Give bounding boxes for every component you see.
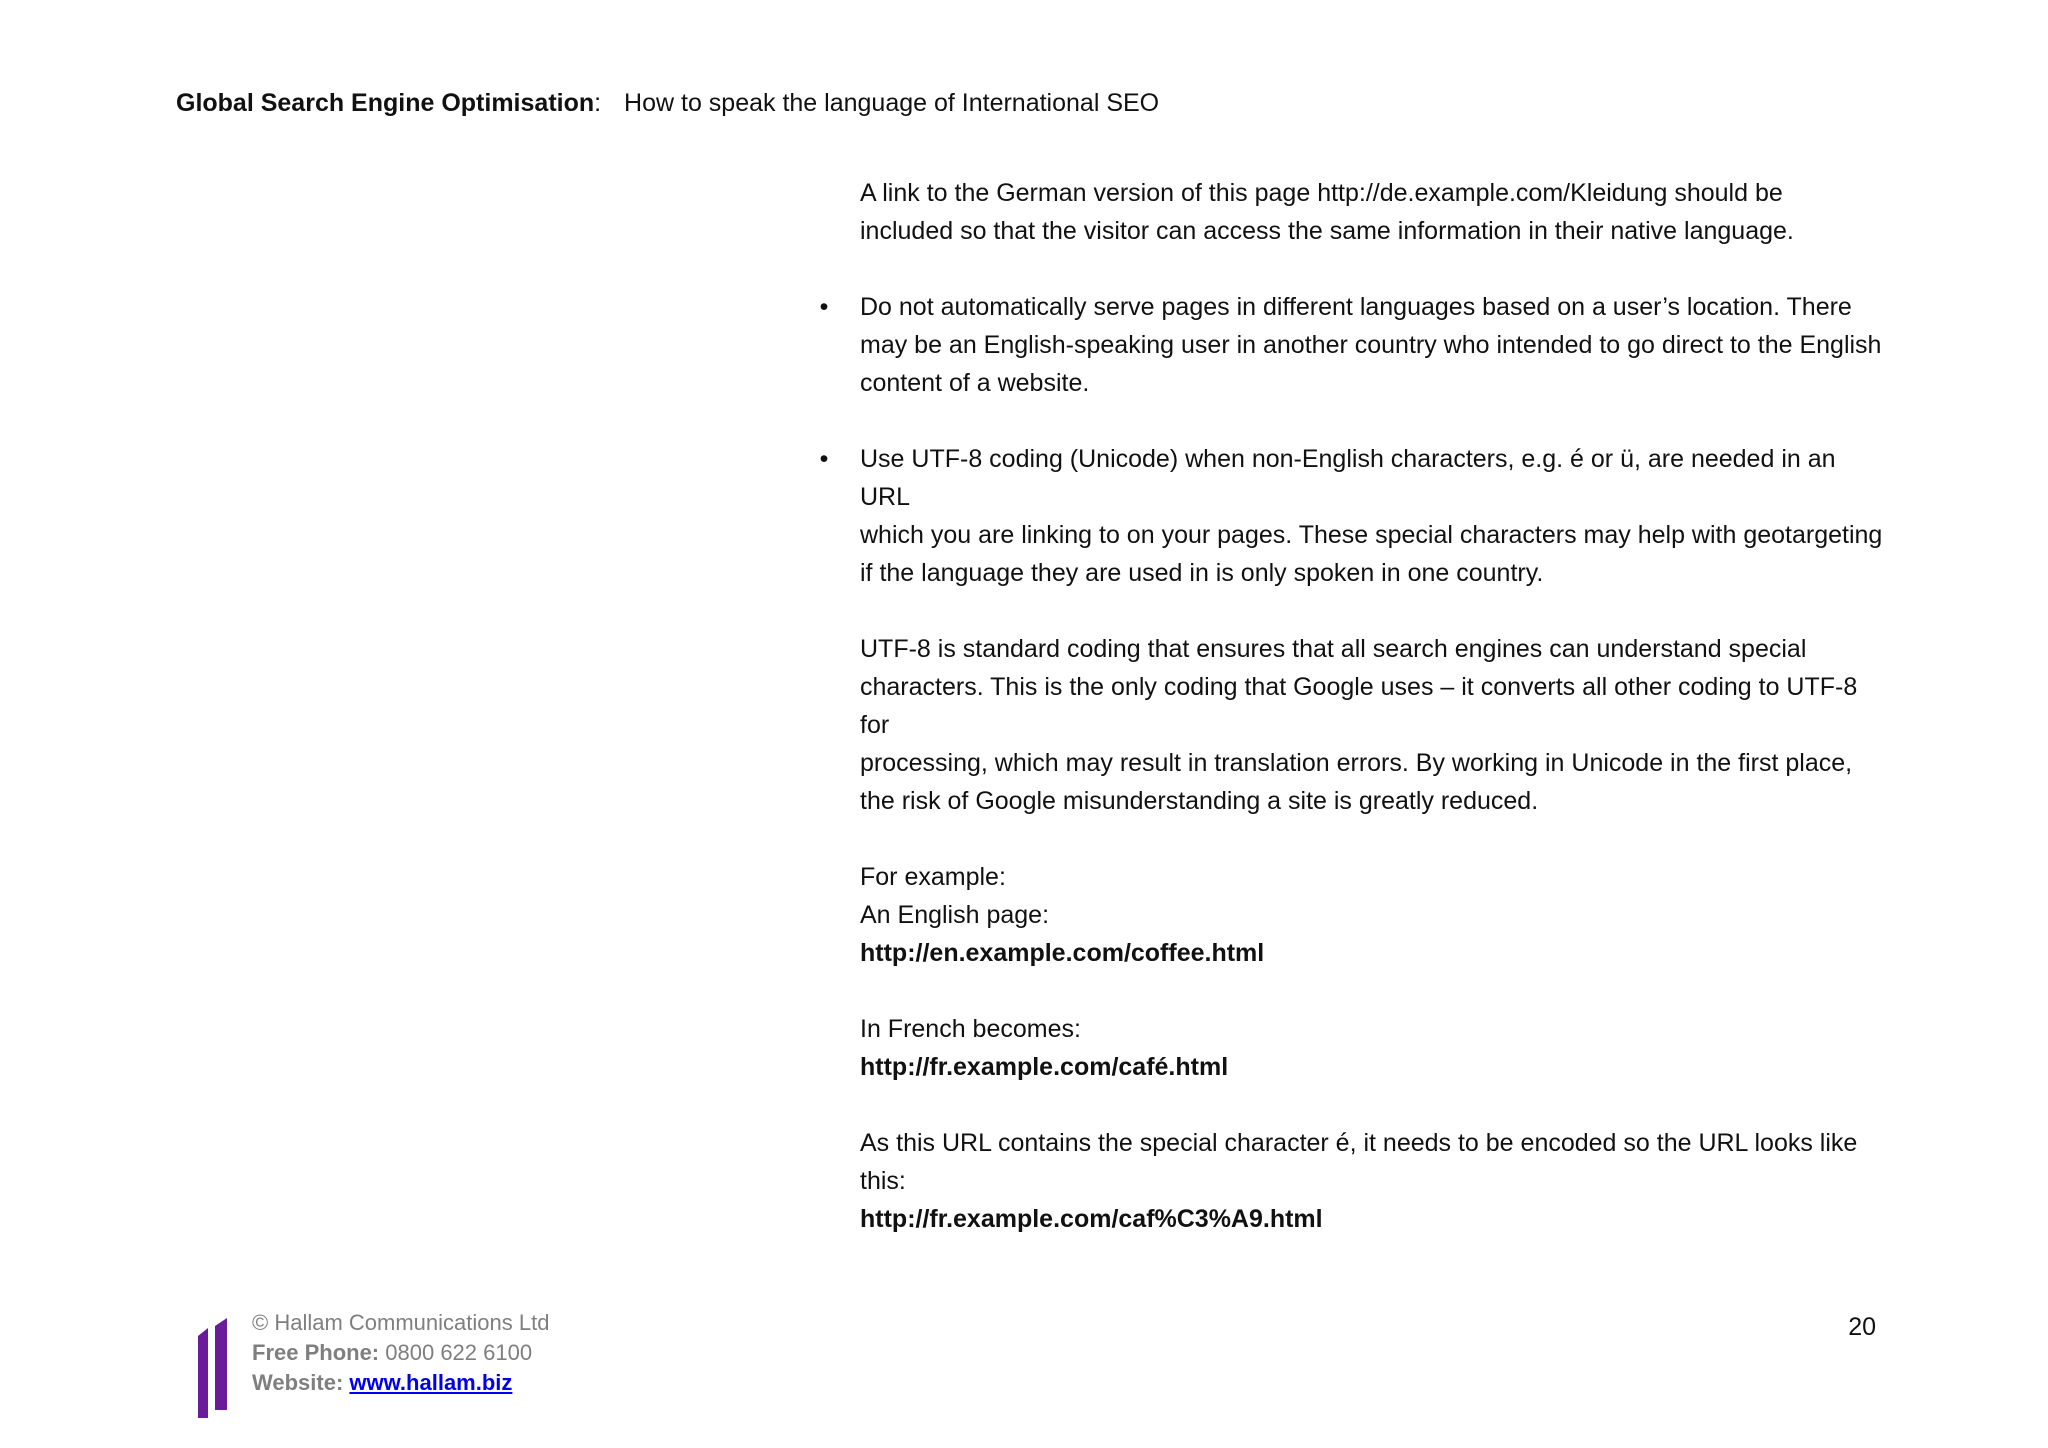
intro-paragraph xyxy=(860,174,1890,250)
footer-contact xyxy=(252,1308,549,1398)
main-content xyxy=(819,174,1890,1238)
document-title: Global Search Engine Optimisation xyxy=(176,89,595,117)
bullet-line: which you are linking to on your pages. These special characters may help with geotargeting xyxy=(860,521,1883,549)
utf8-line: the risk of Google misunderstanding a site is greatly reduced. xyxy=(860,787,1539,815)
logo-bar-right xyxy=(215,1318,227,1410)
bullet-line: Use UTF-8 coding (Unicode) when non-English characters, e.g. é or ü, are needed in an URL xyxy=(860,445,1836,511)
bullet-line: Do not automatically serve pages in different languages based on a user’s location. There xyxy=(860,293,1852,321)
bullet-item-auto-serve xyxy=(819,288,1890,402)
utf8-line: processing, which may result in translation errors. By working in Unicode in the first place, xyxy=(860,749,1853,777)
bullet-icon: • xyxy=(819,293,829,321)
copyright-text: © Hallam Communications Ltd xyxy=(252,1310,550,1335)
utf8-line: characters. This is the only coding that Google uses – it converts all other coding to UTF-8 for xyxy=(860,673,1858,739)
bullet-line: if the language they are used in is only spoken in one country. xyxy=(860,559,1544,587)
encoded-url: http://fr.example.com/caf%C3%A9.html xyxy=(860,1205,1323,1233)
logo-bar-left xyxy=(198,1328,208,1418)
utf8-paragraph xyxy=(860,630,1890,820)
header-separator: : xyxy=(594,89,602,117)
french-url: http://fr.example.com/café.html xyxy=(860,1053,1229,1081)
intro-line: A link to the German version of this page http://de.example.com/Kleidung should be xyxy=(860,179,1783,207)
encoded-explanation: As this URL contains the special character é, it needs to be encoded so the URL looks like this: xyxy=(860,1129,1858,1195)
website-line xyxy=(252,1368,549,1398)
bullet-line: may be an English-speaking user in another country who intended to go direct to the English xyxy=(860,331,1882,359)
phone-label: Free Phone: xyxy=(252,1340,380,1365)
english-url: http://en.example.com/coffee.html xyxy=(860,939,1265,967)
bullet-icon: • xyxy=(819,445,829,473)
utf8-line: UTF-8 is standard coding that ensures that all search engines can understand special xyxy=(860,635,1807,663)
intro-line: included so that the visitor can access the same information in their native language. xyxy=(860,217,1794,245)
example-label: For example: xyxy=(860,863,1006,891)
website-link[interactable]: www.hallam.biz xyxy=(349,1370,513,1395)
page-footer xyxy=(196,1308,1096,1418)
phone-value: 0800 622 6100 xyxy=(385,1340,533,1365)
hallam-logo-icon xyxy=(196,1318,230,1418)
phone-line xyxy=(252,1338,549,1368)
bullet-line: content of a website. xyxy=(860,369,1090,397)
document-subtitle: How to speak the language of International SEO xyxy=(624,89,1160,117)
bullet-item-utf8 xyxy=(819,440,1890,592)
french-label: In French becomes: xyxy=(860,1015,1081,1043)
website-label: Website: xyxy=(252,1370,344,1395)
page-number: 20 xyxy=(1848,1313,1876,1341)
page-header xyxy=(176,86,1159,120)
english-page-label: An English page: xyxy=(860,901,1050,929)
